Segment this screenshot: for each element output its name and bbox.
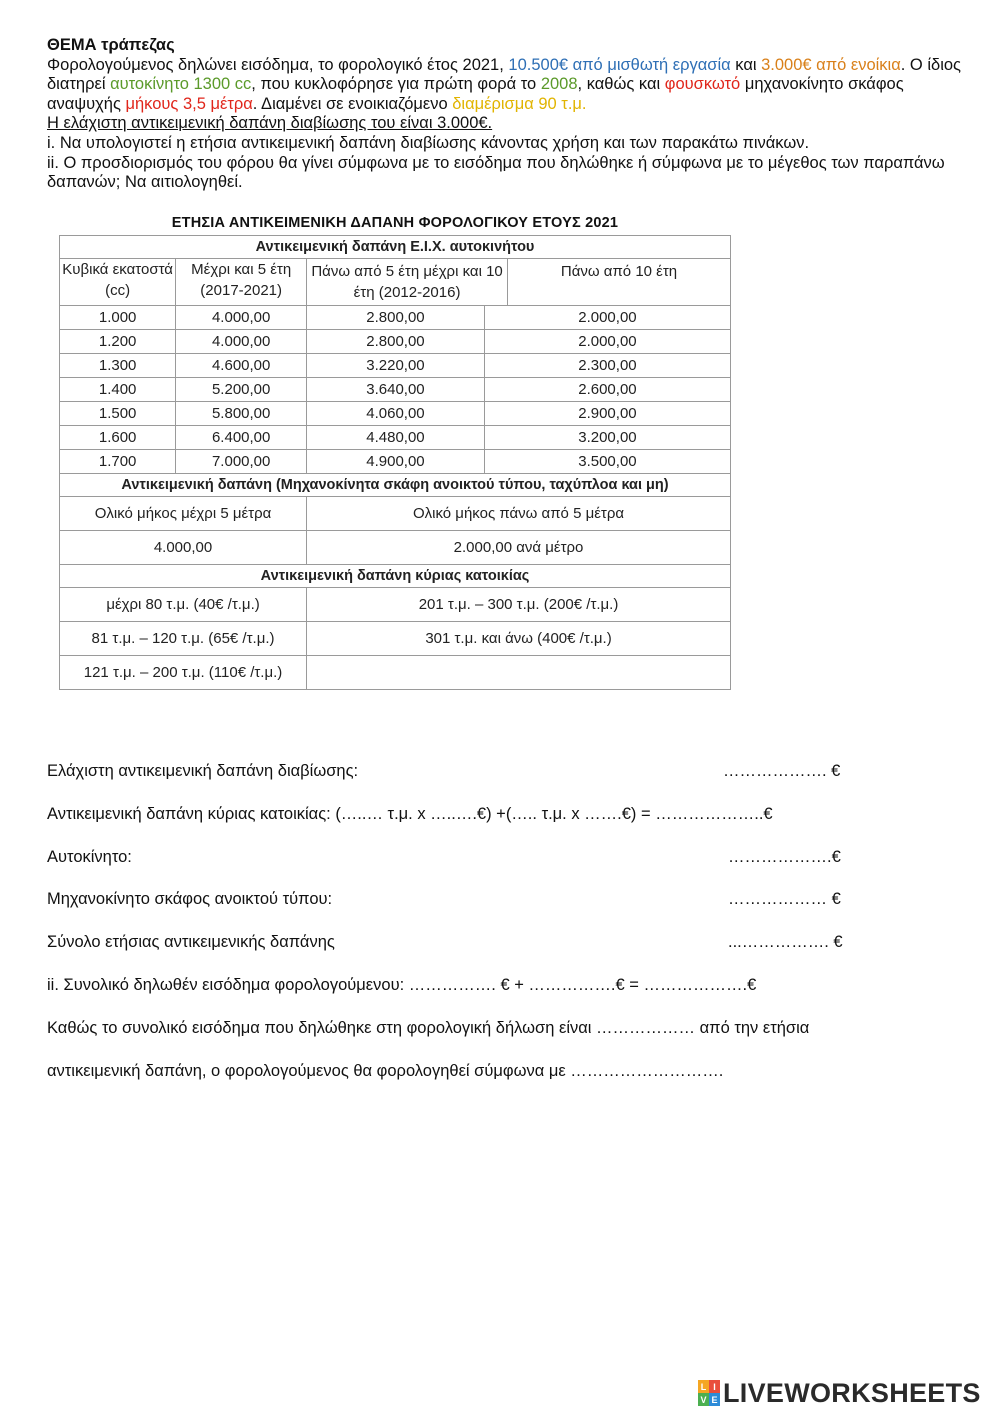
intro-segment: αυτοκίνητο 1300 cc	[110, 75, 252, 94]
table-cell: 1.300	[60, 354, 176, 378]
house-bracket: μέχρι 80 τ.μ. (40€ /τ.μ.)	[60, 588, 307, 622]
house-bracket-empty	[307, 656, 731, 690]
problem-title: ΘΕΜΑ τράπεζας	[47, 36, 175, 54]
logo-mark-letter: E	[709, 1393, 720, 1406]
intro-segment: διαμέρισμα 90 τ.μ.	[452, 94, 587, 113]
column-header: Πάνω από 10 έτη	[560, 263, 678, 280]
problem-paragraph	[47, 56, 967, 115]
logo-mark-letter: V	[698, 1393, 709, 1406]
comparison-line-2[interactable]: αντικειμενική δαπάνη, ο φορολογούμενος θα φορολογηθεί σύμφωνα με ……………………….	[47, 1062, 724, 1080]
logo-mark-letter: L	[698, 1380, 709, 1393]
boat-header-long: Ολικό μήκος πάνω από 5 μέτρα	[307, 497, 731, 531]
liveworksheets-logo[interactable]	[698, 1378, 981, 1408]
intro-segment: . Ο ίδιος διατηρεί	[47, 55, 961, 94]
intro-segment: Φορολογούμενος δηλώνει εισόδημα, το φορολογικό έτος 2021,	[47, 55, 509, 74]
total-expense-blank[interactable]: ...……………. €	[728, 933, 843, 951]
boat-value-short: 4.000,00	[60, 531, 307, 565]
house-bracket: 121 τ.μ. – 200 τ.μ. (110€ /τ.μ.)	[60, 656, 307, 690]
boat-expense-line	[47, 890, 841, 909]
table-cell: 4.600,00	[176, 354, 307, 378]
table-cell: 7.000,00	[176, 450, 307, 474]
total-expense-line	[47, 933, 843, 952]
table-row	[60, 354, 731, 378]
house-bracket: 81 τ.μ. – 120 τ.μ. (65€ /τ.μ.)	[60, 622, 307, 656]
table-cell: 3.220,00	[307, 354, 485, 378]
table-cell: 2.800,00	[307, 330, 485, 354]
table-cell: 5.200,00	[176, 378, 307, 402]
intro-segment: μήκους 3,5 μέτρα	[125, 94, 253, 113]
table-cell: 3.640,00	[307, 378, 485, 402]
table-cell: 5.800,00	[176, 402, 307, 426]
table-cell: 1.400	[60, 378, 176, 402]
table-row	[60, 402, 731, 426]
problem-statement	[47, 36, 967, 193]
min-expense-line	[47, 762, 841, 781]
boat-section-header: Αντικειμενική δαπάνη (Μηχανοκίνητα σκάφη ανοικτού τύπου, ταχύπλοα και μη)	[60, 474, 731, 497]
table-cell: 6.400,00	[176, 426, 307, 450]
car-expense-blank[interactable]: ……………….€	[728, 848, 841, 866]
minimum-expense-note: Η ελάχιστη αντικειμενική δαπάνη διαβίωσης του είναι 3.000€.	[47, 114, 493, 133]
table-cell: 4.060,00	[307, 402, 485, 426]
table-cell: 2.800,00	[307, 306, 485, 330]
intro-segment: . Διαμένει σε ενοικιαζόμενο	[252, 94, 453, 113]
intro-segment: , καθώς και	[577, 75, 665, 94]
table-cell: 1.000	[60, 306, 176, 330]
table-cell: 4.480,00	[307, 426, 485, 450]
table-cell: 2.900,00	[484, 402, 730, 426]
boat-header-short: Ολικό μήκος μέχρι 5 μέτρα	[60, 497, 307, 531]
question-ii: ii. Ο προσδιορισμός του φόρου θα γίνει σύμφωνα με το εισόδημα που δηλώθηκε ή σύμφωνα με το μέγεθος των παραπάνω δαπανών; Να αιτιολογηθεί.	[47, 153, 945, 192]
table-cell: 2.000,00	[484, 306, 730, 330]
min-expense-blank[interactable]: ………………. €	[723, 762, 841, 780]
table-row	[60, 306, 731, 330]
table-cell: 2.000,00	[484, 330, 730, 354]
table-cell: 3.200,00	[484, 426, 730, 450]
boat-expense-label: Μηχανοκίνητο σκάφος ανοικτού τύπου:	[47, 890, 333, 908]
table-cell: 3.500,00	[484, 450, 730, 474]
intro-segment: 3.000€ από ενοίκια	[761, 55, 901, 74]
car-expense-label: Αυτοκίνητο:	[47, 848, 132, 866]
table-cell: 1.600	[60, 426, 176, 450]
intro-segment: , που κυκλοφόρησε για πρώτη φορά το	[251, 75, 541, 94]
total-expense-label: Σύνολο ετήσιας αντικειμενικής δαπάνης	[47, 933, 335, 951]
expense-table	[59, 235, 731, 690]
house-bracket: 201 τ.μ. – 300 τ.μ. (200€ /τ.μ.)	[307, 588, 731, 622]
declared-income-line[interactable]: ii. Συνολικό δηλωθέν εισόδημα φορολογούμενου: ……………. € + …………….€ = ……………….€	[47, 976, 757, 994]
intro-segment: 10.500€ από μισθωτή εργασία	[508, 55, 731, 74]
boat-value-long: 2.000,00 ανά μέτρο	[307, 531, 731, 565]
boat-expense-blank[interactable]: ……………… €	[728, 890, 841, 908]
intro-segment: 2008	[540, 75, 578, 94]
table-cell: 1.700	[60, 450, 176, 474]
column-header: Μέχρι και 5 έτη (2017-2021)	[176, 259, 307, 306]
question-i: i. Να υπολογιστεί η ετήσια αντικειμενική δαπάνη διαβίωσης κάνοντας χρήση και των παρακάτω πινάκων.	[47, 133, 810, 152]
column-header: Πάνω από 5 έτη μέχρι και 10 έτη (2012-2016)	[307, 259, 508, 305]
table-cell: 2.600,00	[484, 378, 730, 402]
table-title: ΕΤΗΣΙΑ ΑΝΤΙΚΕΙΜΕΝΙΚΗ ΔΑΠΑΝΗ ΦΟΡΟΛΟΓΙΚΟΥ ΕΤΟΥΣ 2021	[171, 215, 619, 231]
table-cell: 4.000,00	[176, 306, 307, 330]
intro-segment: και	[730, 55, 762, 74]
logo-text: LIVEWORKSHEETS	[723, 1377, 981, 1408]
column-header: Κυβικά εκατοστά (cc)	[60, 259, 176, 306]
comparison-line-1[interactable]: Καθώς το συνολικό εισόδημα που δηλώθηκε στη φορολογική δήλωση είναι ……………… από την ετήσια	[47, 1019, 810, 1037]
logo-mark-letter: I	[709, 1380, 720, 1393]
table-row	[60, 426, 731, 450]
house-expense-line[interactable]: Αντικειμενική δαπάνη κύριας κατοικίας: (…..… τ.μ. x …..….€) +(….. τ.μ. x …….€) = ………………..€	[47, 805, 773, 823]
table-cell: 4.000,00	[176, 330, 307, 354]
intro-segment: φουσκωτό	[664, 75, 741, 94]
min-expense-label: Ελάχιστη αντικειμενική δαπάνη διαβίωσης:	[47, 762, 359, 780]
car-section-header: Αντικειμενική δαπάνη Ε.Ι.Χ. αυτοκινήτου	[60, 236, 731, 259]
table-row	[60, 330, 731, 354]
table-cell: 1.200	[60, 330, 176, 354]
house-bracket: 301 τ.μ. και άνω (400€ /τ.μ.)	[307, 622, 731, 656]
table-cell: 1.500	[60, 402, 176, 426]
table-cell: 4.900,00	[307, 450, 485, 474]
car-column-headers	[60, 259, 731, 306]
table-row	[60, 450, 731, 474]
table-row	[60, 378, 731, 402]
house-section-header: Αντικειμενική δαπάνη κύριας κατοικίας	[60, 565, 731, 588]
car-expense-line	[47, 848, 841, 867]
table-cell: 2.300,00	[484, 354, 730, 378]
intro-segment: μηχανοκίνητο σκάφος αναψυχής	[47, 75, 904, 113]
logo-mark-icon	[698, 1380, 720, 1406]
